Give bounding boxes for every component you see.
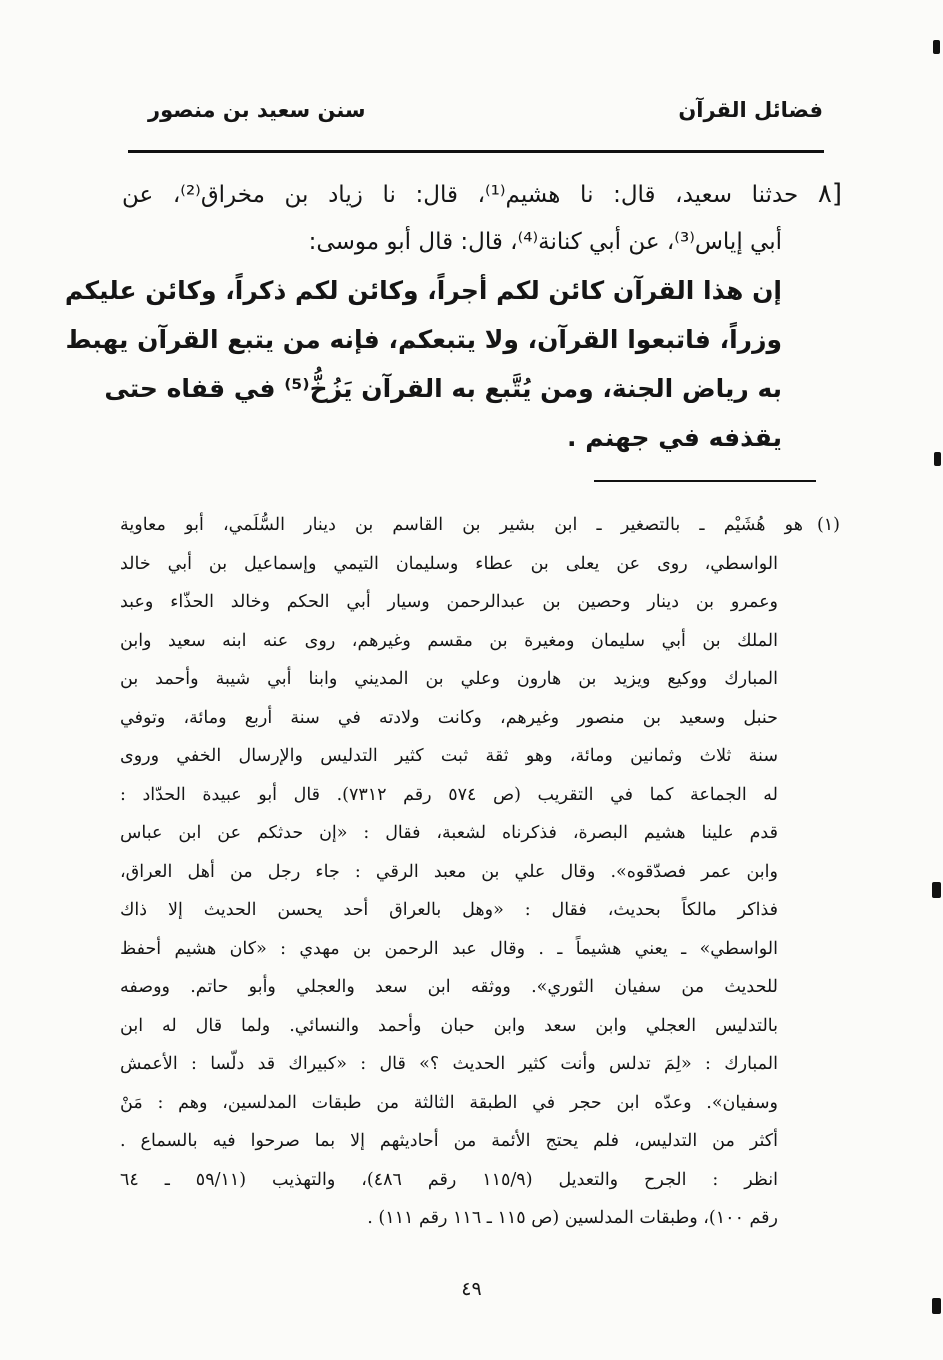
footnote-line: بالتدليس العجلي وابن سعد وابن حبان وأحمد والنسائي. ولما قال له ابن	[120, 1015, 778, 1036]
footnote-line: قدم علينا هشيم البصرة، فذكرناه لشعبة، فقال : «إن حدثكم عن ابن عباس	[120, 823, 778, 843]
hadith-block	[64, 170, 842, 462]
footnote-line: حنبل وسعيد بن منصور وغيرهم، وكانت ولادته في سنة أربع ومائة، وتوفي	[120, 707, 778, 728]
footnotes-block	[120, 506, 840, 1238]
scan-mark	[932, 882, 941, 898]
footnote-line: المبارك : «لِمَ تدلس وأنت كثير الحديث ؟» قال : «كبيراك قد دلّسا : الأعمش	[120, 1054, 778, 1074]
footnote-line: سنة ثلاث وثمانين ومائة، وهو ثقة ثبت كثير التدليس والإرسال الخفي وروى	[120, 746, 778, 766]
footnote-line: له الجماعة كما في التقريب (ص ٥٧٤ رقم ٧٣١٢). قال أبو عبيدة الحدّاد :	[120, 784, 778, 805]
footnote-line	[120, 506, 840, 545]
footnote-line: المبارك ووكيع ويزيد بن هارون وعلي بن المديني وابنا أبي شيبة وأحمد بن	[120, 669, 778, 689]
matn-line: به رياض الجنة، ومن يُتَّبع به القرآن يَزُخُّ⁽⁵⁾ في قفاه حتى	[104, 374, 782, 403]
matn-line: وزراً، فاتبعوا القرآن، ولا يتبعكم، فإنه من يتبع القرآن يهبط	[65, 325, 782, 354]
scan-mark	[934, 452, 941, 466]
footnote-line: الواسطي» ـ يعني هشيماً ـ . وقال عبد الرحمن بن مهدي : «كان هشيم أحفظ	[120, 938, 778, 959]
running-header-book-title: فضائل القرآن	[678, 98, 823, 122]
footnote-line: وابن عمر فصدّقوه». وقال علي بن معبد الرقي : جاء رجل من أهل العراق،	[120, 861, 778, 882]
footnote-line: وعمرو بن دينار وحصين بن عبدالرحمن وسيار أبي الحكم وخالد الحذّاء وعبد	[120, 592, 778, 612]
footnote-line: انظر : الجرح والتعديل (١١٥/٩ رقم ٤٨٦)، والتهذيب (٥٩/١١ ـ ٦٤	[120, 1169, 778, 1190]
footnote-line: وسفيان». وعدّه ابن حجر في الطبقة الثالثة من طبقات المدلسين، وهم : مَنْ	[120, 1092, 778, 1113]
running-header-collection-title: سنن سعيد بن منصور	[148, 98, 366, 122]
footnote-line: الملك بن أبي سليمان ومغيرة بن مقسم وغيرهم، روى عنه ابنه سعيد وابن	[120, 630, 778, 651]
matn-line: يقذفه في جهنم .	[567, 423, 782, 452]
footnote-divider	[594, 480, 816, 482]
isnad-text: أبي إياس⁽³⁾، عن أبي كنانة⁽⁴⁾، قال: قال أبو موسى:	[308, 229, 782, 255]
isnad-text: حدثنا سعيد، قال: نا هشيم⁽¹⁾، قال: نا زياد بن مخراق⁽²⁾، عن	[122, 182, 799, 208]
hadith-number: [٨	[817, 179, 842, 209]
page-number: ٤٩	[461, 1278, 482, 1300]
footnote-line: للحديث من سفيان الثوري». ووثقه ابن سعد والعجلي وأبو حاتم. ووصفه	[120, 977, 778, 997]
isnad-line	[122, 170, 842, 218]
isnad-line	[122, 218, 842, 266]
footnote-line: أكثر من التدليس، فلم يحتج الأئمة من أحاديثهم إلا بما صرحوا فيه بالسماع .	[120, 1131, 778, 1151]
footnote-number: (١)	[816, 515, 840, 535]
footnote-line: رقم ١٠٠)، وطبقات المدلسين (ص ١١٥ ـ ١١٦ رقم ١١١) .	[367, 1208, 778, 1228]
footnote-line: فذاكر مالكاً بحديث، فقال : «وهل بالعراق أحد يحسن الحديث إلا ذاك	[120, 900, 778, 920]
footnote-text: هو هُشَيْم ـ بالتصغير ـ ابن بشير بن القاسم بن دينار السُّلَمي، أبو معاوية	[120, 515, 803, 535]
scan-mark	[932, 1298, 941, 1314]
header-divider	[128, 150, 824, 153]
matn-line: إن هذا القرآن كائن لكم أجراً، وكائن لكم ذكراً، وكائن عليكم	[64, 276, 782, 305]
footnote-line: الواسطي، روى عن يعلى بن عطاء وسليمان التيمي وإسماعيل بن أبي خالد	[120, 553, 778, 574]
scan-mark	[933, 40, 940, 54]
